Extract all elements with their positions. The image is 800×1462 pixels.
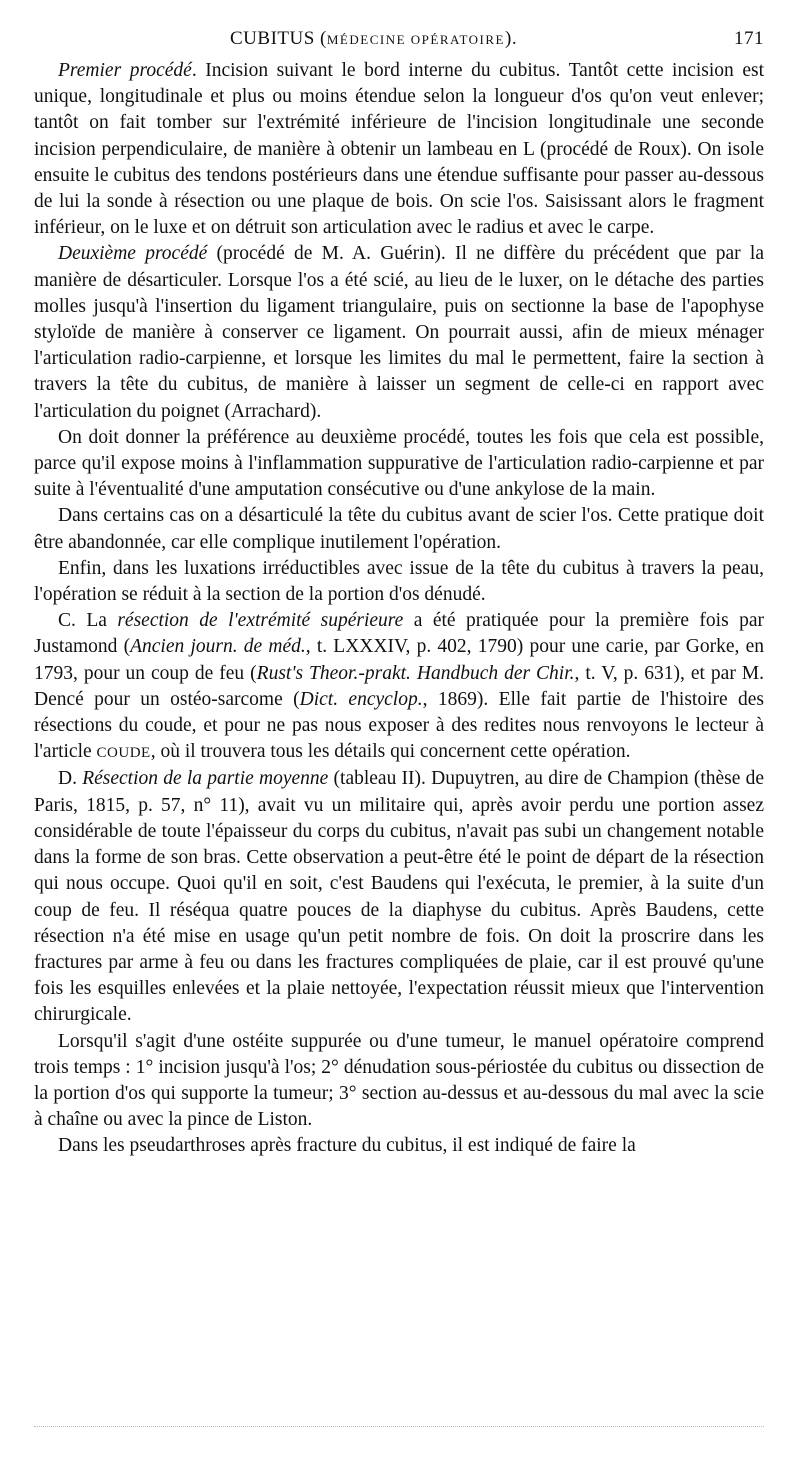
text-run: Dans les pseudarthroses après fracture du cubitus, il est indiqué de faire la (58, 1135, 636, 1157)
text-run: , où il trouvera tous les détails qui concernent cette opération. (150, 741, 631, 763)
paragraph (34, 1029, 764, 1134)
text-run: , 1869). Elle fait partie de l'histoire des résections du coude, et pour ne pas nous exposer à des redites nous renvoyons le lecteur à l'article (34, 688, 765, 763)
text-run: (tableau II). Dupuytren, au dire de Champion (thèse de Paris, 1815, p. 57, n° 11), avait vu un militaire qui, après avoir perdu une portion assez considérable de toute l'épaisseur du corps du cubitus, n'avait pas subi un changement notable dans la forme de son bras. Cette observation a peut-être été le point de départ de la résection qui nous occupe. Quoi qu'il en soit, c'est Baudens qui l'exécuta, le premier, à la suite d'un coup de feu. Il réséqua quatre pouces de la diaphyse du cubitus. Après Baudens, cette résection n'a été mise en usage qu'un petit nombre de fois. On doit la proscrire dans les fractures par arme à feu ou dans les fractures compliquées de plaie, car il est prouvé qu'une fois les esquilles enlevées et la plaie nettoyée, l'expectation réussit mieux que l'intervention chirurgicale. (34, 768, 765, 1026)
page-number: 171 (734, 28, 764, 49)
text-run: Dans certains cas on a désarticulé la tête du cubitus avant de scier l'os. Cette pratique doit être abandonnée, car elle complique inutilement l'opération. (34, 505, 764, 553)
paragraph (34, 241, 764, 424)
text-run: . Incision suivant le bord interne du cubitus. Tantôt cette incision est unique, longitudinale et plus ou moins étendue selon la longueur d'os qu'on veut enlever; tantôt on fait tomber sur l'extrémité inférieure de l'incision longitudinale une seconde incision perpendiculaire, de manière à obtenir un lambeau en L (procédé de Roux). On isole ensuite le cubitus des tendons postérieurs dans une étendue suffisante pour passer au-dessous de lui la sonde à résection ou une plaque de bois. On scie l'os. Saisissant alors le fragment inférieur, on le luxe et on détruit son articulation avec le radius et avec le carpe. (34, 60, 764, 239)
running-title-close: ). (505, 28, 518, 49)
document-page (34, 28, 764, 1160)
running-title (230, 28, 517, 50)
running-title-main: CUBITUS (230, 28, 315, 49)
text-run: D. (58, 768, 83, 790)
text-run: C. La (58, 610, 118, 632)
italic-text: Résection de la partie moyenne (82, 768, 329, 790)
text-run: (procédé de M. A. Guérin). Il ne diffère du précédent que par la manière de désarticuler. Lorsque l'os a été scié, au lieu de le luxer, on le détache des parties molles jusqu'à l'insertion du ligament triangulaire, puis on sectionne la base de l'apophyse styloïde de manière à conserver ce ligament. On pourrait aussi, afin de mieux ménager l'articulation radio-carpienne, et lorsque les limites du mal le permettent, faire la section à travers la tête du cubitus, de manière à laisser un segment de celle-ci en rapport avec l'articulation du poignet (Arrachard). (34, 243, 764, 422)
body-text (34, 58, 764, 1160)
text-run: Enfin, dans les luxations irréductibles avec issue de la tête du cubitus à travers la peau, l'opération se réduit à la section de la portion d'os dénudé. (34, 557, 764, 606)
italic-text: résection de l'extrémité supérieure (117, 610, 404, 632)
small-caps-text: COUDE (96, 745, 151, 762)
paragraph (34, 1133, 764, 1159)
text-run: Lorsqu'il s'agit d'une ostéite suppurée ou d'une tumeur, le manuel opératoire comprend trois temps : 1° incision jusqu'à l'os; 2° dénudation sous-périostée du cubitus ou dissection de la portion d'os qui supporte la tumeur; 3° section au-dessus et au-dessous du mal avec la scie à chaîne ou avec la pince de Liston. (34, 1030, 764, 1131)
text-run: On doit donner la préférence au deuxième procédé, toutes les fois que cela est possible, parce qu'il expose moins à l'inflammation suppurative de l'articulation radio-carpienne et par suite à l'éventualité d'une amputation consécutive ou d'une ankylose de la main. (34, 426, 764, 501)
italic-text: Ancien journ. de méd. (130, 636, 306, 658)
running-title-open: ( (314, 28, 327, 49)
italic-text: Dict. encyclop. (299, 688, 423, 710)
italic-text: Rust's Theor.-prakt. Handbuch der Chir. (256, 662, 575, 684)
paragraph (34, 58, 764, 241)
running-header (34, 28, 764, 58)
paragraph (34, 503, 764, 555)
page-bottom-marks (34, 1420, 764, 1427)
text-run: , t. V, p. 631), et par M. Dencé pour un ostéo-sarcome ( (34, 662, 764, 710)
text-run: , t. LXXXIV, p. 402, 1790) pour une carie, par Gorke, en 1793, pour un coup de feu ( (34, 636, 764, 684)
paragraph (34, 556, 764, 608)
text-run: a été pratiquée pour la première fois par Justamond ( (34, 610, 764, 658)
paragraph (34, 766, 764, 1028)
italic-text: Premier procédé (58, 60, 192, 81)
italic-text: Deuxième procédé (58, 243, 208, 265)
paragraph (34, 425, 764, 504)
running-title-subtitle: MÉDECINE OPÉRATOIRE (326, 32, 505, 47)
paragraph (34, 608, 764, 766)
